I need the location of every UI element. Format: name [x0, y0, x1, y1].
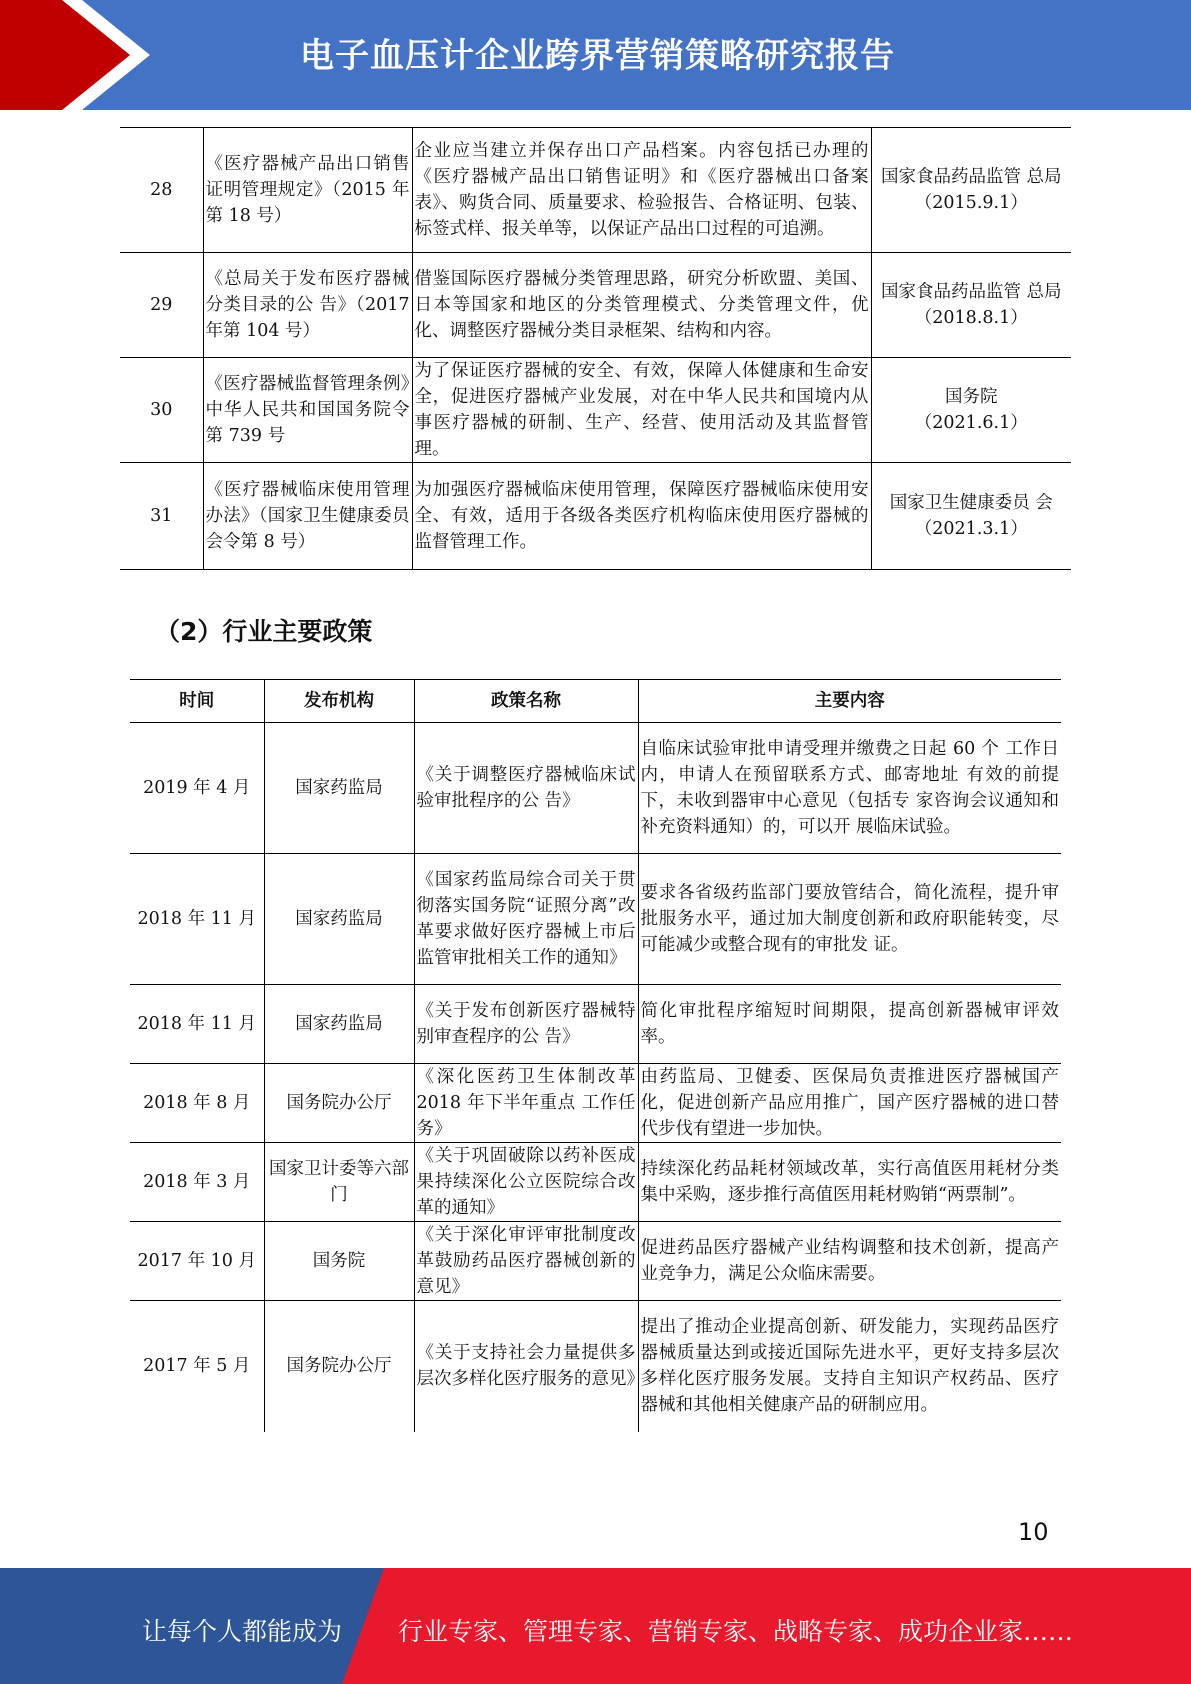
regulation-description: 为加强医疗器械临床使用管理，保障医疗器械临床使用安全、有效，适用于各级各类医疗机构临床使用医疗器械的监督管理工作。: [412, 463, 871, 570]
regulations-table: [120, 127, 1071, 570]
policy-agency: 国家药监局: [264, 985, 414, 1064]
table-header-row: [130, 680, 1061, 723]
regulation-name: 《医疗器械产品出口销售证明管理规定》（2015 年第 18 号）: [203, 128, 412, 253]
policy-content: 促进药品医疗器械产业结构调整和技术创新，提高产业竞争力，满足公众临床需要。: [638, 1222, 1061, 1301]
column-header-date: 时间: [130, 680, 264, 723]
regulation-name: 《医疗器械临床使用管理办法》（国家卫生健康委员会令第 8 号）: [203, 463, 412, 570]
table-row: [130, 1222, 1061, 1301]
column-header-agency: 发布机构: [264, 680, 414, 723]
header-arrow-icon: [0, 0, 130, 110]
table-row: [130, 1301, 1061, 1432]
policy-name: 《关于支持社会力量提供多层次多样化医疗服务的意见》: [414, 1301, 638, 1432]
policy-agency: 国务院办公厅: [264, 1064, 414, 1143]
table-row: [130, 854, 1061, 985]
policy-content: 持续深化药品耗材领域改革，实行高值医用耗材分类集中采购，逐步推行高值医用耗材购销“两票制”。: [638, 1143, 1061, 1222]
issuing-org: 国家卫生健康委员 会: [889, 493, 1053, 513]
footer-slogan-right: 行业专家、管理专家、营销专家、战略专家、成功企业家……: [398, 1617, 1074, 1646]
policy-agency: 国务院办公厅: [264, 1301, 414, 1432]
row-number: 29: [120, 253, 203, 358]
issuing-org: 国家食品药品监管 总局: [880, 167, 1062, 187]
regulation-description: 企业应当建立并保存出口产品档案。内容包括已办理的《医疗器械产品出口销售证明》和《医疗器械出口备案表》、购货合同、质量要求、检验报告、合格证明、包装、标签式样、报关单等，以保证产品出口过程的可追溯。: [412, 128, 871, 253]
policy-name: 《国家药监局综合司关于贯彻落实国务院“证照分离”改革要求做好医疗器械上市后监管审批相关工作的通知》: [414, 854, 638, 985]
issuing-body: [871, 253, 1071, 358]
effective-date: （2021.6.1）: [914, 413, 1028, 433]
policy-content: 简化审批程序缩短时间期限，提高创新器械审评效率。: [638, 985, 1061, 1064]
page-footer: [0, 1568, 1191, 1684]
table-row: [130, 1064, 1061, 1143]
policies-table: [130, 679, 1061, 1432]
page-header: [0, 0, 1191, 110]
policy-date: 2017 年 10 月: [130, 1222, 264, 1301]
row-number: 30: [120, 358, 203, 463]
regulation-name: 《总局关于发布医疗器械分类目录的公 告》（2017 年第 104 号）: [203, 253, 412, 358]
footer-slogan-left: 让每个人都能成为: [142, 1617, 343, 1646]
policy-name: 《关于巩固破除以药补医成果持续深化公立医院综合改革的通知》: [414, 1143, 638, 1222]
row-number: 31: [120, 463, 203, 570]
issuing-body: [871, 128, 1071, 253]
policy-name: 《关于调整医疗器械临床试验审批程序的公 告》: [414, 723, 638, 854]
effective-date: （2015.9.1）: [914, 193, 1028, 213]
policy-agency: 国家药监局: [264, 723, 414, 854]
page-number: 10: [1018, 1518, 1049, 1546]
policy-name: 《关于发布创新医疗器械特别审查程序的公 告》: [414, 985, 638, 1064]
regulation-name: 《医疗器械监督管理条例》中华人民共和国国务院令第 739 号: [203, 358, 412, 463]
issuing-org: 国务院: [945, 387, 998, 407]
table-row: [120, 128, 1071, 253]
table-row: [120, 253, 1071, 358]
column-header-policy: 政策名称: [414, 680, 638, 723]
policy-date: 2019 年 4 月: [143, 778, 251, 798]
policy-content: 要求各省级药监部门要放管结合，简化流程，提升审批服务水平，通过加大制度创新和政府职能转变，尽可能减少或整合现有的审批发 证。: [638, 854, 1061, 985]
policy-content: 提出了推动企业提高创新、研发能力，实现药品医疗器械质量达到或接近国际先进水平，更好支持多层次多样化医疗服务发展。支持自主知识产权药品、医疗器械和其他相关健康产品的研制应用。: [638, 1301, 1061, 1432]
regulation-description: 借鉴国际医疗器械分类管理思路，研究分析欧盟、美国、日本等国家和地区的分类管理模式、分类管理文件，优化、调整医疗器械分类目录框架、结构和内容。: [412, 253, 871, 358]
table-row: [130, 985, 1061, 1064]
policy-date: 2017 年 5 月: [130, 1301, 264, 1432]
column-header-content: 主要内容: [638, 680, 1061, 723]
table-row: [130, 1143, 1061, 1222]
policy-date: 2018 年 3 月: [130, 1143, 264, 1222]
table-row: [130, 723, 1061, 854]
policy-agency: 国务院: [264, 1222, 414, 1301]
table-row: [120, 463, 1071, 570]
report-title: 电子血压计企业跨界营销策略研究报告: [300, 36, 895, 76]
effective-date: （2021.3.1）: [914, 519, 1028, 539]
policy-date: 2018 年 8 月: [130, 1064, 264, 1143]
policy-name: 《关于深化审评审批制度改革鼓励药品医疗器械创新的意见》: [414, 1222, 638, 1301]
row-number: 28: [120, 128, 203, 253]
policy-name: 《深化医药卫生体制改革 2018 年下半年重点 工作任务》: [414, 1064, 638, 1143]
issuing-body: [871, 358, 1071, 463]
regulation-description: 为了保证医疗器械的安全、有效，保障人体健康和生命安全，促进医疗器械产业发展，对在中华人民共和国境内从事医疗器械的研制、生产、经营、使用活动及其监督管理。: [412, 358, 871, 463]
issuing-body: [871, 463, 1071, 570]
policy-agency: 国家药监局: [264, 854, 414, 985]
policy-agency: 国家卫计委等六部门: [264, 1143, 414, 1222]
issuing-org: 国家食品药品监管 总局: [880, 282, 1062, 302]
table-row: [120, 358, 1071, 463]
policy-content: 自临床试验审批申请受理并缴费之日起 60 个 工作日内，申请人在预留联系方式、邮寄地址 有效的前提下，未收到器审中心意见（包括专 家咨询会议通知和补充资料通知）的，可以开 展临床试验。: [638, 723, 1061, 854]
policy-date: 2018 年 11 月: [130, 854, 264, 985]
policy-date: 2018 年 11 月: [130, 985, 264, 1064]
effective-date: （2018.8.1）: [914, 308, 1028, 328]
policy-content: 由药监局、卫健委、医保局负责推进医疗器械国产化，促进创新产品应用推广，国产医疗器械的进口替代步伐有望进一步加快。: [638, 1064, 1061, 1143]
section-heading: （2）行业主要政策: [155, 617, 373, 646]
